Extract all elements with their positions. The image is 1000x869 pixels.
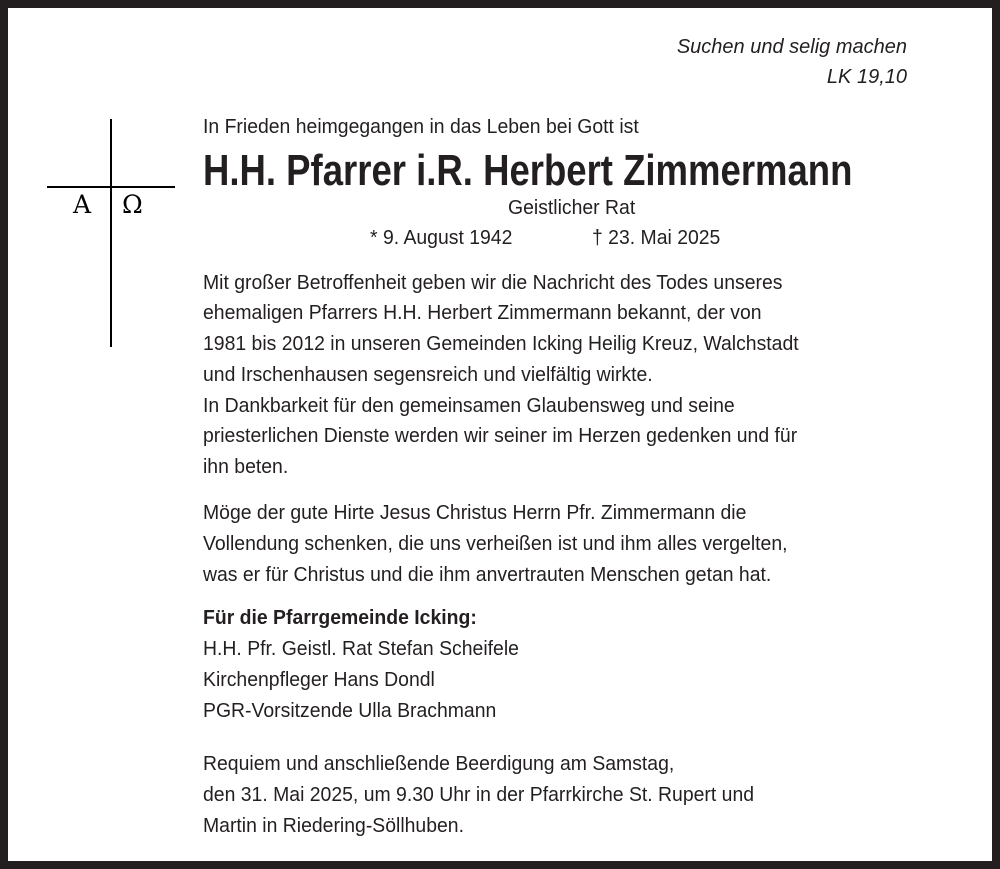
- text-line: Requiem und anschließende Beerdigung am Samstag,: [203, 753, 675, 775]
- cross-icon: [110, 119, 112, 347]
- text-line: priesterlichen Dienste werden wir seiner im Herzen gedenken und für: [203, 425, 798, 447]
- honorific: Geistlicher Rat: [508, 197, 636, 219]
- cross-icon-bar: [47, 186, 175, 188]
- deceased-name: H.H. Pfarrer i.R. Herbert Zimmermann: [203, 146, 853, 195]
- bible-motto: [677, 32, 907, 92]
- intro-text: In Frieden heimgegangen in das Leben bei Gott ist: [203, 116, 639, 138]
- text-line: was er für Christus und die ihm anvertrauten Menschen getan hat.: [203, 564, 772, 586]
- motto-text: Suchen und selig machen: [676, 36, 907, 58]
- text-line: ihn beten.: [203, 456, 289, 478]
- text-line: Möge der gute Hirte Jesus Christus Herrn Pfr. Zimmermann die: [203, 502, 747, 524]
- birth-date: * 9. August 1942: [370, 227, 513, 249]
- signatory: Kirchenpfleger Hans Dondl: [203, 669, 435, 691]
- death-date: † 23. Mai 2025: [592, 227, 721, 249]
- text-line: 1981 bis 2012 in unseren Gemeinden Icking Heilig Kreuz, Walchstadt: [203, 333, 799, 355]
- text-line: ehemaligen Pfarrers H.H. Herbert Zimmermann bekannt, der von: [203, 302, 762, 324]
- text-line: Mit großer Betroffenheit geben wir die Nachricht des Todes unseres: [203, 272, 783, 294]
- text-line: Martin in Riedering-Söllhuben.: [203, 815, 464, 837]
- motto-reference: LK 19,10: [826, 66, 907, 88]
- signatories-heading: Für die Pfarrgemeinde Icking:: [203, 607, 477, 629]
- signatory: PGR-Vorsitzende Ulla Brachmann: [203, 700, 497, 722]
- text-line: In Dankbarkeit für den gemeinsamen Glaubensweg und seine: [203, 395, 735, 417]
- alpha-symbol: A: [73, 190, 92, 219]
- omega-symbol: Ω: [122, 190, 143, 219]
- text-line: den 31. Mai 2025, um 9.30 Uhr in der Pfarrkirche St. Rupert und: [203, 784, 755, 806]
- text-line: Vollendung schenken, die uns verheißen ist und ihm alles vergelten,: [203, 533, 788, 555]
- signatory: H.H. Pfr. Geistl. Rat Stefan Scheifele: [203, 638, 519, 660]
- text-line: und Irschenhausen segensreich und vielfältig wirkte.: [203, 364, 653, 386]
